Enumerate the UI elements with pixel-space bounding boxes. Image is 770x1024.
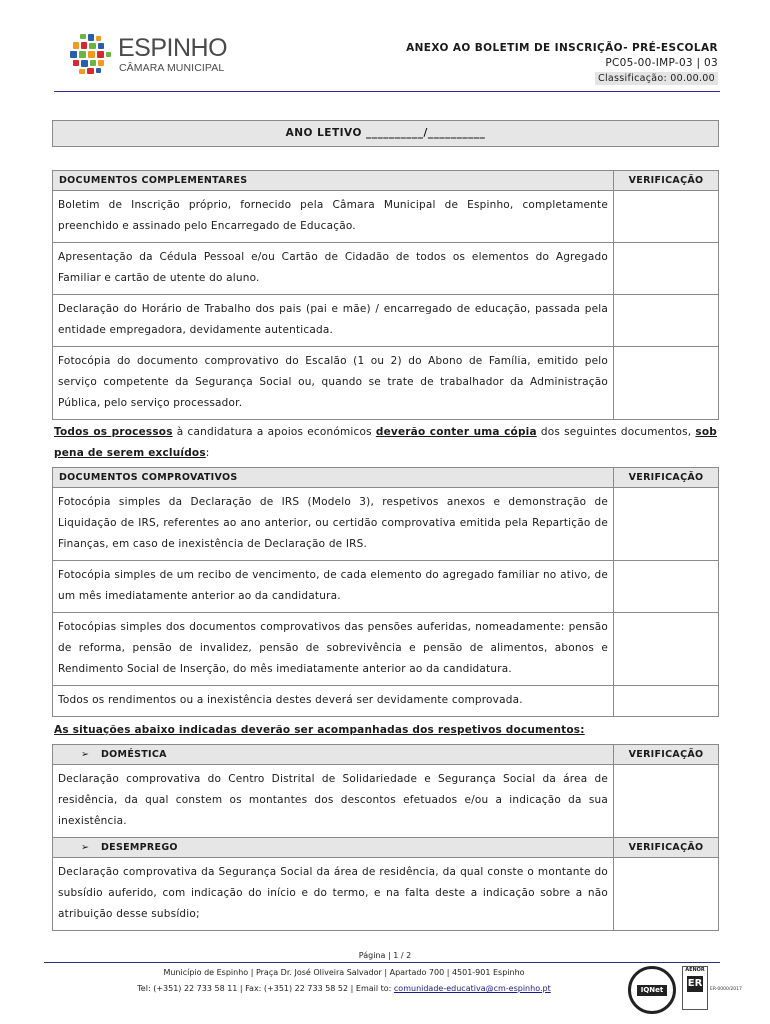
domestic-header: ➢ DOMÉSTICA (53, 745, 614, 765)
document-code: PC05-00-IMP-03 | 03 (605, 57, 718, 69)
verification-cell[interactable] (614, 347, 719, 420)
logo-subtitle: CÂMARA MUNICIPAL (119, 62, 225, 74)
table-row (53, 561, 719, 613)
footer-address: Município de Espinho | Praça Dr. José Oliveira Salvador | Apartado 700 | 4501-901 Espinho (163, 968, 525, 977)
verification-cell[interactable] (614, 488, 719, 561)
verification-cell[interactable] (614, 613, 719, 686)
table-row (53, 858, 719, 931)
intro-emphasis: deverão conter uma cópia (375, 426, 537, 438)
page-header (54, 28, 720, 92)
verification-header: VERIFICAÇÃO (614, 171, 719, 191)
footer-contacts: Tel: (+351) 22 733 58 11 | Fax: (+351) 22 733 58 52 | Email to: comunidade-educativa@cm-espinho.pt (137, 984, 551, 993)
document-title: ANEXO AO BOLETIM DE INSCRIÇÃO- PRÉ-ESCOLAR (406, 42, 718, 54)
espinho-logo (70, 32, 230, 78)
document-item: Boletim de Inscrição próprio, fornecido pela Câmara Municipal de Espinho, completamente preenchido e assinado pelo Encarregado de Educação. (53, 191, 614, 243)
table-row (53, 295, 719, 347)
table-row (53, 488, 719, 561)
document-item: Fotocópias simples dos documentos comprovativos das pensões auferidas, nomeadamente: pensão de reforma, pensão de invalidez, pensão de sobrevivência e pensão de alimentos, abonos e Rendimento Social de Inserção, do mês imediatamente anterior ao da candidatura. (53, 613, 614, 686)
table-row (53, 191, 719, 243)
verification-cell[interactable] (614, 561, 719, 613)
verification-cell[interactable] (614, 686, 719, 717)
document-item: Fotocópia simples da Declaração de IRS (Modelo 3), respetivos anexos e demonstração de Liquidação de IRS, referentes ao ano anterior, ou certidão comprovativa emitida pela Repartição de Finanças, em caso de inexistência de Declaração de IRS. (53, 488, 614, 561)
complementary-documents-table (52, 170, 719, 420)
table-row (53, 243, 719, 295)
page-number: Página | 1 / 2 (358, 951, 412, 960)
intro-emphasis: sob pena de serem excluídos (54, 426, 717, 459)
logo-mosaic-icon (70, 34, 112, 74)
arrow-bullet-icon: ➢ (81, 749, 90, 760)
footer-divider (44, 962, 720, 963)
intro-text: à candidatura a apoios económicos (172, 426, 376, 438)
table-row (53, 347, 719, 420)
iqnet-certification-icon: IQNet (628, 966, 676, 1014)
table-row (53, 765, 719, 838)
complementary-header: DOCUMENTOS COMPLEMENTARES (53, 171, 614, 191)
verification-header: VERIFICAÇÃO (614, 468, 719, 488)
intro-paragraph (54, 422, 717, 464)
unemployed-document-item: Declaração comprovativa da Segurança Social da área de residência, da qual conste o montante do subsídio auferido, com indicação do início e do termo, e na falta deste a indicação sobre a não atribuição desse subsídio; (53, 858, 614, 931)
situations-title: As situações abaixo indicadas deverão ser acompanhadas dos respetivos documentos: (54, 724, 585, 736)
aenor-certification-icon: AENOR ER (682, 966, 708, 1010)
document-classification: Classificação: 00.00.00 (595, 72, 718, 85)
arrow-bullet-icon: ➢ (81, 842, 90, 853)
school-year-field: ANO LETIVO __________/__________ (52, 120, 719, 147)
table-row (53, 686, 719, 717)
verification-cell[interactable] (614, 243, 719, 295)
verification-header: VERIFICAÇÃO (614, 838, 719, 858)
document-item: Fotocópia do documento comprovativo do Escalão (1 ou 2) do Abono de Família, emitido pelo serviço competente da Segurança Social ou, quando se trate de trabalhador da Administração Pública, pelo serviço processador. (53, 347, 614, 420)
table-row (53, 613, 719, 686)
unemployed-header: ➢ DESEMPREGO (53, 838, 614, 858)
situations-table (52, 744, 719, 931)
logo-name: ESPINHO (118, 34, 228, 62)
document-item: Apresentação da Cédula Pessoal e/ou Cartão de Cidadão de todos os elementos do Agregado Familiar e cartão de utente do aluno. (53, 243, 614, 295)
verification-cell[interactable] (614, 191, 719, 243)
verification-header: VERIFICAÇÃO (614, 745, 719, 765)
supporting-header: DOCUMENTOS COMPROVATIVOS (53, 468, 614, 488)
intro-emphasis: Todos os processos (54, 426, 173, 438)
supporting-documents-table (52, 467, 719, 717)
document-item: Declaração do Horário de Trabalho dos pais (pai e mãe) / encarregado de educação, passada pela entidade empregadora, devidamente autenticada. (53, 295, 614, 347)
verification-cell[interactable] (614, 858, 719, 931)
certification-code: ER-0000/2017 (710, 987, 742, 992)
intro-text: : (205, 447, 210, 459)
verification-cell[interactable] (614, 765, 719, 838)
intro-text: dos seguintes documentos, (536, 426, 696, 438)
verification-cell[interactable] (614, 295, 719, 347)
email-link[interactable]: comunidade-educativa@cm-espinho.pt (393, 984, 551, 993)
document-item: Fotocópia simples de um recibo de vencimento, de cada elemento do agregado familiar no ativo, de um mês imediatamente anterior ao da candidatura. (53, 561, 614, 613)
document-item: Todos os rendimentos ou a inexistência destes deverá ser devidamente comprovada. (53, 686, 614, 717)
domestic-document-item: Declaração comprovativa do Centro Distrital de Solidariedade e Segurança Social da área de residência, da qual constem os montantes dos descontos efetuados e/ou a indicação da sua inexistência. (53, 765, 614, 838)
